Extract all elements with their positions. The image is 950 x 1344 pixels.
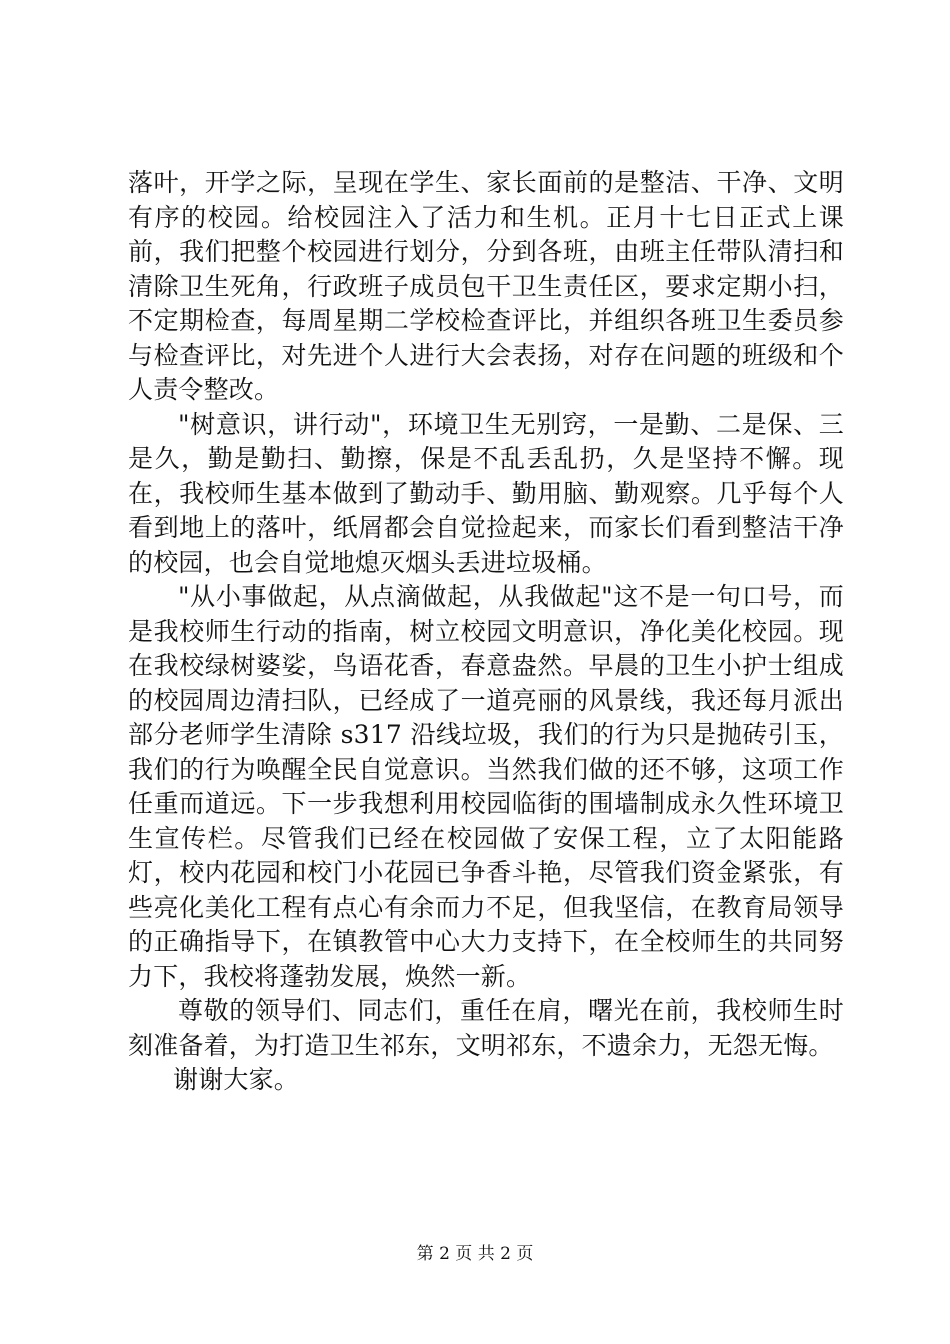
document-body — [128, 166, 844, 1098]
paragraph-1: 落叶，开学之际，呈现在学生、家长面前的是整洁、干净、文明有序的校园。给校园注入了活力和生机。正月十七日正式上课前，我们把整个校园进行划分，分到各班，由班主任带队清扫和清除卫生死角，行政班子成员包干卫生责任区，要求定期小扫，不定期检查，每周星期二学校检查评比，并组织各班卫生委员参与检查评比，对先进个人进行大会表扬，对存在问题的班级和个人责令整改。 — [128, 168, 844, 404]
page-number-label: 第 2 页 共 2 页 — [416, 1244, 534, 1264]
page-footer — [0, 1243, 950, 1265]
paragraph-5: 谢谢大家。 — [173, 1065, 300, 1094]
paragraph-4: 尊敬的领导们、同志们，重任在肩，曙光在前，我校师生时刻准备着，为打造卫生祁东，文明祁东，不遗余力，无怨无悔。 — [128, 996, 844, 1060]
paragraph-3: "从小事做起，从点滴做起，从我做起"这不是一句口号，而是我校师生行动的指南，树立校园文明意识，净化美化校园。现在我校绿树婆娑，鸟语花香，春意盎然。早晨的卫生小护士组成的校园周边清扫队，已经成了一道亮丽的风景线，我还每月派出部分老师学生清除 s317 沿线垃圾，我们的行为只是抛砖引玉，我们的行为唤醒全民自觉意识。当然我们做的还不够，这项工作任重而道远。下一步我想利用校园临街的围墙制成永久性环境卫生宣传栏。尽管我们已经在校园做了安保工程，立了太阳能路灯，校内花园和校门小花园已争香斗艳，尽管我们资金紧张，有些亮化美化工程有点心有余而力不足，但我坚信，在教育局领导的正确指导下，在镇教管中心大力支持下，在全校师生的共同努力下，我校将蓬勃发展，焕然一新。 — [128, 582, 844, 991]
paragraph-2: "树意识，讲行动"，环境卫生无别窍，一是勤、二是保、三是久，勤是勤扫、勤擦，保是不乱丢乱扔，久是坚持不懈。现在，我校师生基本做到了勤动手、勤用脑、勤观察。几乎每个人看到地上的落叶，纸屑都会自觉捡起来，而家长们看到整洁干净的校园，也会自觉地熄灭烟头丢进垃圾桶。 — [128, 409, 844, 577]
